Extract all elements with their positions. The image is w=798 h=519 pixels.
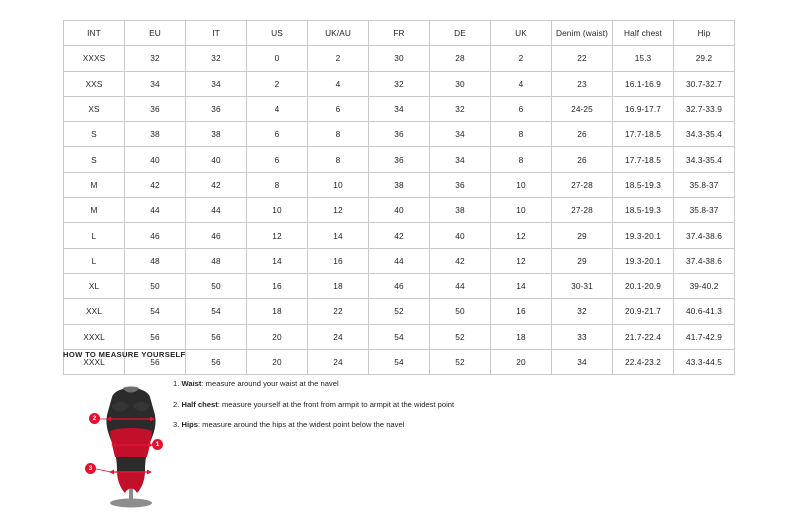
size-value-cell: 38 — [186, 122, 247, 147]
size-value-cell: 2 — [308, 46, 369, 71]
size-value-cell: 36 — [186, 96, 247, 121]
size-value-cell: 8 — [247, 172, 308, 197]
size-value-cell: 56 — [186, 349, 247, 374]
size-value-cell: 48 — [125, 248, 186, 273]
measure-marker-1: 1 — [152, 439, 163, 450]
table-row — [64, 223, 735, 248]
size-value-cell: 12 — [308, 198, 369, 223]
size-value-cell: 24 — [308, 324, 369, 349]
size-value-cell: 40 — [430, 223, 491, 248]
size-value-cell: 38 — [430, 198, 491, 223]
size-value-cell: 10 — [491, 172, 552, 197]
measure-note-number: 2. — [173, 399, 180, 409]
size-value-cell: 35.8-37 — [674, 172, 735, 197]
size-value-cell: 4 — [491, 71, 552, 96]
size-value-cell: 50 — [125, 273, 186, 298]
size-value-cell: 18 — [491, 324, 552, 349]
size-value-cell: 14 — [308, 223, 369, 248]
size-value-cell: 10 — [247, 198, 308, 223]
size-value-cell: 6 — [491, 96, 552, 121]
size-value-cell: 10 — [491, 198, 552, 223]
size-label-cell: XS — [64, 96, 125, 121]
size-label-cell: S — [64, 122, 125, 147]
column-header: INT — [64, 21, 125, 46]
size-label-cell: S — [64, 147, 125, 172]
size-value-cell: 19.3-20.1 — [613, 223, 674, 248]
column-header: Denim (waist) — [552, 21, 613, 46]
size-value-cell: 34.3-35.4 — [674, 147, 735, 172]
size-label-cell: XXXL — [64, 349, 125, 374]
size-value-cell: 50 — [186, 273, 247, 298]
size-value-cell: 38 — [369, 172, 430, 197]
size-value-cell: 37.4-38.6 — [674, 223, 735, 248]
size-value-cell: 27-28 — [552, 198, 613, 223]
size-value-cell: 15.3 — [613, 46, 674, 71]
size-value-cell: 37.4-38.6 — [674, 248, 735, 273]
size-value-cell: 52 — [430, 324, 491, 349]
size-value-cell: 54 — [369, 349, 430, 374]
size-value-cell: 24 — [308, 349, 369, 374]
size-value-cell: 33 — [552, 324, 613, 349]
measure-marker-3: 3 — [85, 463, 96, 474]
size-value-cell: 30 — [369, 46, 430, 71]
table-row — [64, 248, 735, 273]
size-value-cell: 32 — [125, 46, 186, 71]
size-value-cell: 29 — [552, 248, 613, 273]
size-value-cell: 56 — [125, 324, 186, 349]
size-label-cell: XXL — [64, 299, 125, 324]
table-row — [64, 299, 735, 324]
size-value-cell: 22.4-23.2 — [613, 349, 674, 374]
size-value-cell: 20 — [247, 324, 308, 349]
size-value-cell: 19.3-20.1 — [613, 248, 674, 273]
table-row — [64, 122, 735, 147]
size-value-cell: 29 — [552, 223, 613, 248]
size-value-cell: 8 — [491, 122, 552, 147]
column-header: IT — [186, 21, 247, 46]
size-value-cell: 32 — [430, 96, 491, 121]
size-value-cell: 48 — [186, 248, 247, 273]
size-label-cell: L — [64, 248, 125, 273]
size-value-cell: 44 — [430, 273, 491, 298]
size-value-cell: 36 — [369, 147, 430, 172]
size-value-cell: 56 — [186, 324, 247, 349]
table-row — [64, 46, 735, 71]
size-label-cell: M — [64, 198, 125, 223]
size-value-cell: 40 — [125, 147, 186, 172]
size-value-cell: 8 — [308, 147, 369, 172]
size-value-cell: 6 — [247, 147, 308, 172]
size-value-cell: 32 — [552, 299, 613, 324]
size-value-cell: 42 — [186, 172, 247, 197]
size-label-cell: XL — [64, 273, 125, 298]
size-value-cell: 20 — [247, 349, 308, 374]
size-value-cell: 42 — [430, 248, 491, 273]
size-value-cell: 32.7-33.9 — [674, 96, 735, 121]
size-value-cell: 20 — [491, 349, 552, 374]
table-row — [64, 198, 735, 223]
size-value-cell: 32 — [186, 46, 247, 71]
size-value-cell: 54 — [125, 299, 186, 324]
size-chart-container — [63, 20, 735, 375]
size-label-cell: M — [64, 172, 125, 197]
size-value-cell: 27-28 — [552, 172, 613, 197]
column-header: UK/AU — [308, 21, 369, 46]
size-value-cell: 22 — [308, 299, 369, 324]
size-value-cell: 56 — [125, 349, 186, 374]
size-value-cell: 0 — [247, 46, 308, 71]
size-value-cell: 26 — [552, 122, 613, 147]
size-value-cell: 12 — [247, 223, 308, 248]
measure-note-text: : measure yourself at the front from armpit to armpit at the widest point — [217, 399, 455, 409]
measure-note-term: Waist — [181, 379, 202, 388]
size-value-cell: 23 — [552, 71, 613, 96]
size-value-cell: 34 — [430, 147, 491, 172]
table-row — [64, 324, 735, 349]
size-value-cell: 44 — [125, 198, 186, 223]
size-value-cell: 14 — [491, 273, 552, 298]
size-label-cell: XXS — [64, 71, 125, 96]
size-value-cell: 34.3-35.4 — [674, 122, 735, 147]
measure-marker-2: 2 — [89, 413, 100, 424]
size-value-cell: 2 — [247, 71, 308, 96]
measure-notes-list — [173, 379, 733, 441]
table-row — [64, 71, 735, 96]
size-value-cell: 46 — [369, 273, 430, 298]
size-value-cell: 18.5-19.3 — [613, 172, 674, 197]
size-label-cell: XXXS — [64, 46, 125, 71]
size-value-cell: 42 — [125, 172, 186, 197]
size-value-cell: 46 — [186, 223, 247, 248]
size-value-cell: 12 — [491, 223, 552, 248]
size-value-cell: 20.1-20.9 — [613, 273, 674, 298]
column-header: DE — [430, 21, 491, 46]
size-value-cell: 34 — [369, 96, 430, 121]
size-value-cell: 21.7-22.4 — [613, 324, 674, 349]
size-value-cell: 54 — [369, 324, 430, 349]
size-value-cell: 18.5-19.3 — [613, 198, 674, 223]
size-value-cell: 40.6-41.3 — [674, 299, 735, 324]
size-value-cell: 10 — [308, 172, 369, 197]
size-value-cell: 6 — [247, 122, 308, 147]
size-value-cell: 42 — [369, 223, 430, 248]
size-value-cell: 4 — [308, 71, 369, 96]
size-value-cell: 20.9-21.7 — [613, 299, 674, 324]
size-value-cell: 40 — [369, 198, 430, 223]
size-value-cell: 30-31 — [552, 273, 613, 298]
column-header: FR — [369, 21, 430, 46]
size-chart-table — [63, 20, 735, 375]
measure-note — [173, 420, 733, 429]
measure-note — [173, 379, 733, 388]
size-value-cell: 4 — [247, 96, 308, 121]
size-value-cell: 30.7-32.7 — [674, 71, 735, 96]
size-value-cell: 16.1-16.9 — [613, 71, 674, 96]
table-body — [64, 46, 735, 375]
size-value-cell: 34 — [186, 71, 247, 96]
size-value-cell: 17.7-18.5 — [613, 147, 674, 172]
size-value-cell: 41.7-42.9 — [674, 324, 735, 349]
size-value-cell: 46 — [125, 223, 186, 248]
size-value-cell: 54 — [186, 299, 247, 324]
table-header-row — [64, 21, 735, 46]
size-value-cell: 44 — [369, 248, 430, 273]
table-row — [64, 172, 735, 197]
size-value-cell: 50 — [430, 299, 491, 324]
measure-note-text: : measure around the hips at the widest point below the navel — [197, 420, 405, 430]
size-value-cell: 36 — [430, 172, 491, 197]
size-value-cell: 39-40.2 — [674, 273, 735, 298]
size-value-cell: 44 — [186, 198, 247, 223]
size-value-cell: 22 — [552, 46, 613, 71]
size-value-cell: 16 — [247, 273, 308, 298]
size-value-cell: 12 — [491, 248, 552, 273]
measure-note-number: 3. — [173, 420, 180, 430]
column-header: Hip — [674, 21, 735, 46]
size-value-cell: 52 — [430, 349, 491, 374]
size-value-cell: 30 — [430, 71, 491, 96]
size-label-cell: L — [64, 223, 125, 248]
size-value-cell: 24-25 — [552, 96, 613, 121]
measure-note-number: 1. — [173, 379, 180, 388]
size-value-cell: 29.2 — [674, 46, 735, 71]
size-value-cell: 6 — [308, 96, 369, 121]
size-value-cell: 28 — [430, 46, 491, 71]
size-value-cell: 17.7-18.5 — [613, 122, 674, 147]
table-row — [64, 96, 735, 121]
size-value-cell: 40 — [186, 147, 247, 172]
measure-note — [173, 400, 733, 409]
measure-note-term: Half chest — [181, 399, 218, 409]
size-value-cell: 18 — [308, 273, 369, 298]
size-value-cell: 16 — [308, 248, 369, 273]
column-header: UK — [491, 21, 552, 46]
size-label-cell: XXXL — [64, 324, 125, 349]
how-to-measure-title: HOW TO MEASURE YOURSELF — [63, 350, 186, 359]
measure-note-text: : measure around your waist at the navel — [201, 379, 339, 388]
size-value-cell: 14 — [247, 248, 308, 273]
column-header: US — [247, 21, 308, 46]
size-value-cell: 43.3-44.5 — [674, 349, 735, 374]
how-to-measure-section — [63, 350, 743, 472]
size-value-cell: 26 — [552, 147, 613, 172]
size-value-cell: 8 — [308, 122, 369, 147]
size-value-cell: 18 — [247, 299, 308, 324]
size-value-cell: 2 — [491, 46, 552, 71]
mannequin-figure — [63, 375, 173, 510]
size-value-cell: 34 — [552, 349, 613, 374]
size-value-cell: 34 — [430, 122, 491, 147]
size-value-cell: 35.8-37 — [674, 198, 735, 223]
measure-note-term: Hips — [181, 420, 198, 430]
table-row — [64, 273, 735, 298]
size-value-cell: 16.9-17.7 — [613, 96, 674, 121]
size-value-cell: 52 — [369, 299, 430, 324]
table-row — [64, 147, 735, 172]
size-value-cell: 38 — [125, 122, 186, 147]
size-value-cell: 16 — [491, 299, 552, 324]
column-header: Half chest — [613, 21, 674, 46]
size-value-cell: 8 — [491, 147, 552, 172]
size-value-cell: 36 — [369, 122, 430, 147]
size-value-cell: 36 — [125, 96, 186, 121]
table-header — [64, 21, 735, 46]
size-value-cell: 32 — [369, 71, 430, 96]
size-value-cell: 34 — [125, 71, 186, 96]
column-header: EU — [125, 21, 186, 46]
